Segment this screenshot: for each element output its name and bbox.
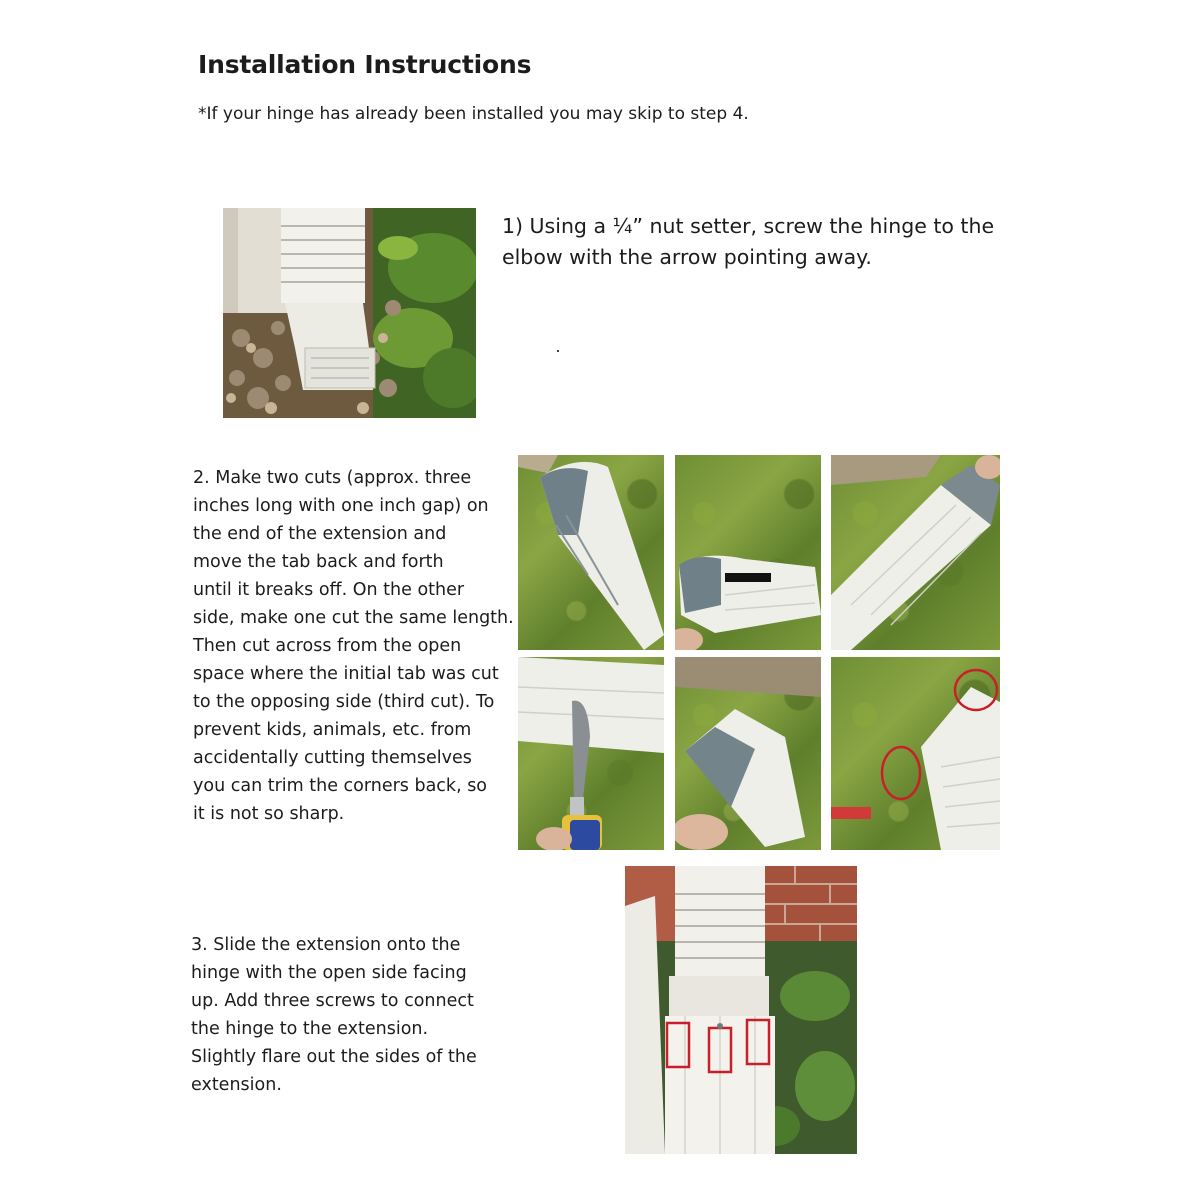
annotation-circle bbox=[882, 747, 920, 799]
step-line: hinge with the open side facing bbox=[191, 963, 467, 983]
step-line: the end of the extension and bbox=[193, 524, 447, 544]
step-2-photo-1 bbox=[518, 455, 664, 650]
step-3-photo bbox=[625, 866, 857, 1154]
step-2-photo-6 bbox=[831, 657, 1000, 850]
step-line: it is not so sharp. bbox=[193, 804, 345, 824]
step-2-photo-4 bbox=[518, 657, 664, 850]
step-line: accidentally cutting themselves bbox=[193, 748, 472, 768]
step-line: until it breaks off. On the other bbox=[193, 580, 465, 600]
step-line: side, make one cut the same length. bbox=[193, 608, 514, 628]
step-line: elbow with the arrow pointing away. bbox=[502, 245, 872, 269]
step-2-text bbox=[193, 464, 514, 828]
step-line: the hinge to the extension. bbox=[191, 1019, 429, 1039]
step-line: space where the initial tab was cut bbox=[193, 664, 499, 684]
step-1-text bbox=[502, 211, 994, 273]
step-line: up. Add three screws to connect bbox=[191, 991, 474, 1011]
step-line: to the opposing side (third cut). To bbox=[193, 692, 495, 712]
step-line: Slightly flare out the sides of the bbox=[191, 1047, 477, 1067]
stray-mark bbox=[557, 350, 559, 352]
step-line: Then cut across from the open bbox=[193, 636, 462, 656]
step-line: 1) Using a ¼” nut setter, screw the hinge to the bbox=[502, 214, 995, 238]
step-2-photo-3 bbox=[831, 455, 1000, 650]
step-line: inches long with one inch gap) on bbox=[193, 496, 489, 516]
step-2-photo-2 bbox=[675, 455, 821, 650]
step-1-photo bbox=[223, 208, 476, 418]
step-line: 2. Make two cuts (approx. three bbox=[193, 468, 472, 488]
step-line: you can trim the corners back, so bbox=[193, 776, 488, 796]
step-line: extension. bbox=[191, 1075, 282, 1095]
step-line: 3. Slide the extension onto the bbox=[191, 935, 461, 955]
step-3-text bbox=[191, 931, 477, 1099]
step-2-photo-5 bbox=[675, 657, 821, 850]
page-title: Installation Instructions bbox=[198, 50, 532, 79]
skip-note: *If your hinge has already been installed you may skip to step 4. bbox=[198, 104, 749, 124]
step-line: move the tab back and forth bbox=[193, 552, 444, 572]
step-line: prevent kids, animals, etc. from bbox=[193, 720, 472, 740]
